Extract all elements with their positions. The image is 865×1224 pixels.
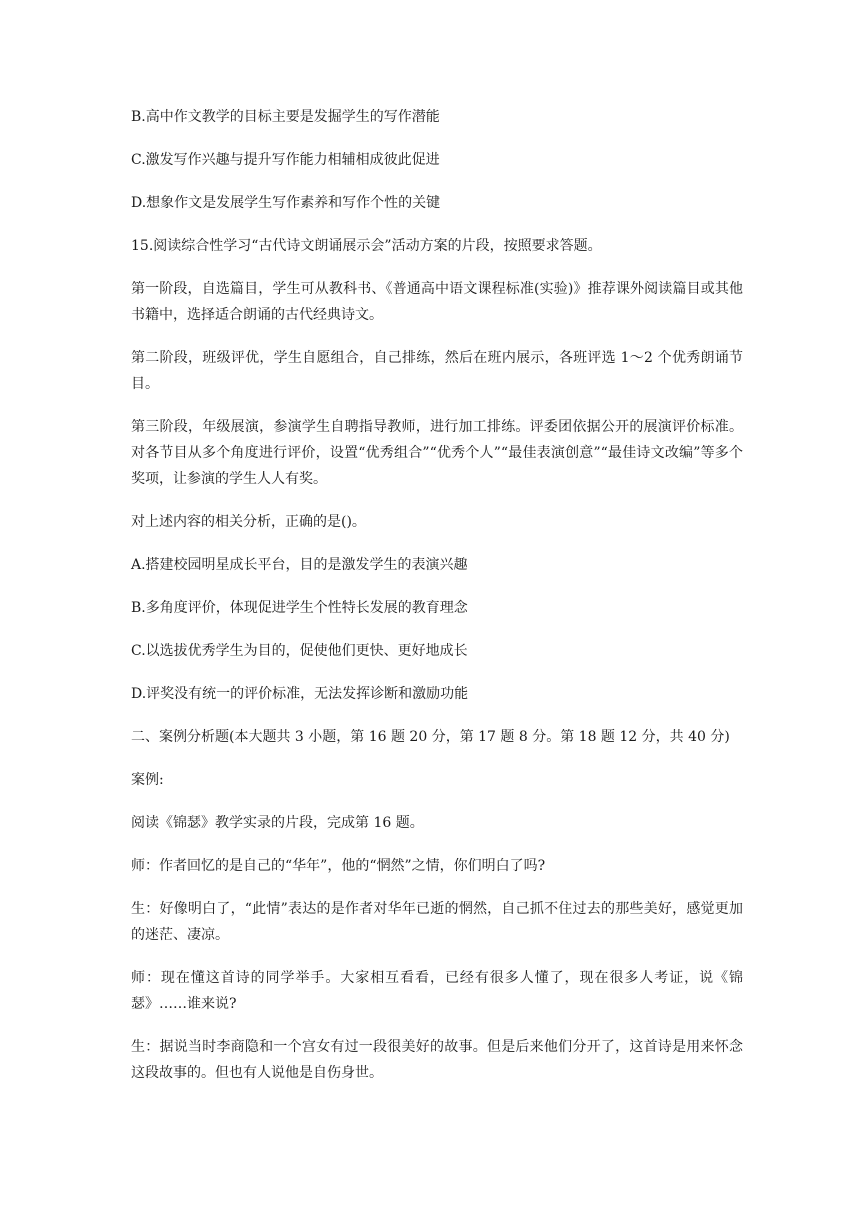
dialogue-teacher-1: 师：作者回忆的是自己的“华年”，他的“惘然”之情，你们明白了吗? <box>131 858 546 874</box>
option-c-writing-interest: C.激发写作兴趣与提升写作能力相辅相成彼此促进 <box>131 152 440 168</box>
dialogue-student-2: 生：据说当时李商隐和一个宫女有过一段很美好的故事。但是后来他们分开了，这首诗是用来怀念这段故事的。但也有人说他是自伤身世。 <box>131 1039 743 1081</box>
option-d-award-standard: D.评奖没有统一的评价标准，无法发挥诊断和激励功能 <box>131 686 469 702</box>
option-b-multi-angle: B.多角度评价，体现促进学生个性特长发展的教育理念 <box>131 600 468 616</box>
case-label: 案例: <box>131 772 164 788</box>
option-a-campus-star: A.搭建校园明星成长平台，目的是激发学生的表演兴趣 <box>131 557 468 573</box>
stage-two-paragraph: 第二阶段，班级评优，学生自愿组合，自己排练，然后在班内展示，各班评选 1～2 个优秀朗诵节目。 <box>131 350 743 392</box>
option-b-writing-goal: B.高中作文教学的目标主要是发掘学生的写作潜能 <box>131 109 440 125</box>
option-c-selection: C.以选拔优秀学生为目的，促使他们更快、更好地成长 <box>131 643 468 659</box>
dialogue-student-1: 生：好像明白了，“此情”表达的是作者对华年已逝的惘然，自己抓不住过去的那些美好，感觉更加的迷茫、凄凉。 <box>131 901 743 943</box>
stage-one-paragraph: 第一阶段，自选篇目，学生可从教科书、《普通高中语文课程标准(实验)》推荐课外阅读篇目或其他书籍中，选择适合朗诵的古代经典诗文。 <box>131 281 743 323</box>
section-two-heading: 二、案例分析题(本大题共 3 小题，第 16 题 20 分，第 17 题 8 分。第 18 题 12 分，共 40 分) <box>131 729 730 745</box>
dialogue-teacher-2: 师：现在懂这首诗的同学举手。大家相互看看，已经有很多人懂了，现在很多人考证，说《锦瑟》……谁来说? <box>131 970 743 1012</box>
case-intro: 阅读《锦瑟》教学实录的片段，完成第 16 题。 <box>131 815 424 831</box>
document-body <box>131 104 743 1103</box>
option-d-imaginative-writing: D.想象作文是发展学生写作素养和写作个性的关键 <box>131 195 441 211</box>
question-15-prompt: 15.阅读综合性学习“古代诗文朗诵展示会”活动方案的片段，按照要求答题。 <box>131 238 602 254</box>
stage-three-paragraph: 第三阶段，年级展演，参演学生自聘指导教师，进行加工排练。评委团依据公开的展演评价标准。对各节目从多个角度进行评价，设置“优秀组合”“优秀个人”“最佳表演创意”“最佳诗文改编”等多个奖项，让参演的学生人人有奖。 <box>131 419 743 487</box>
question-15-stem: 对上述内容的相关分析，正确的是()。 <box>131 514 366 530</box>
